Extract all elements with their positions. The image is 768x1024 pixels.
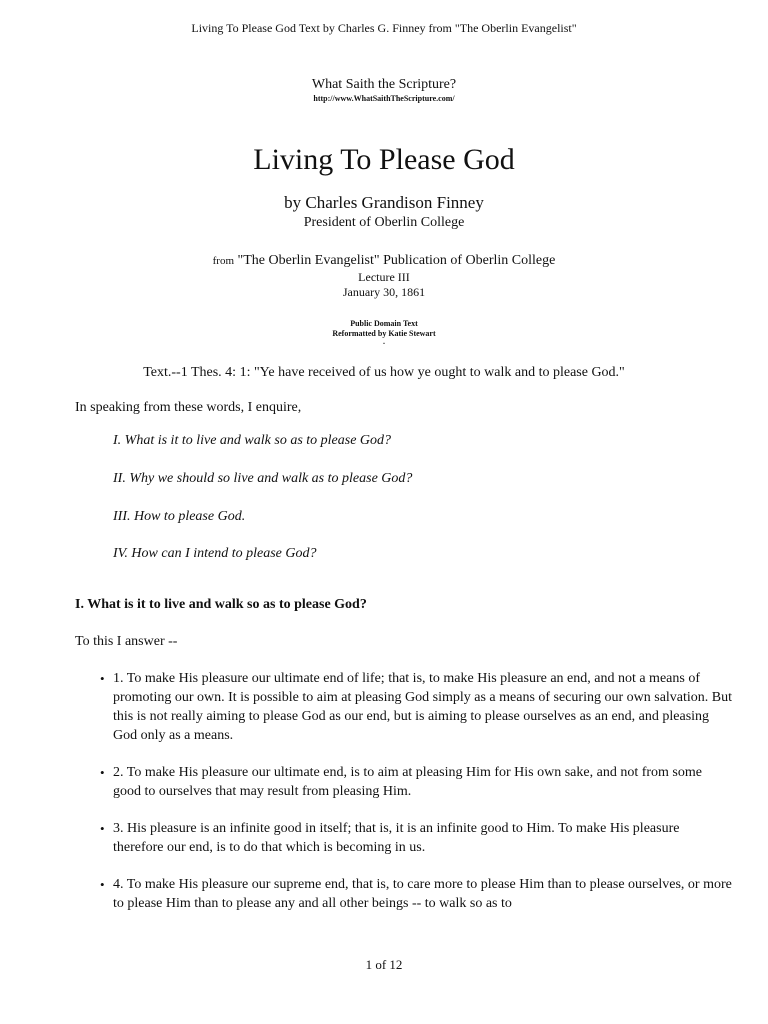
- list-item: • 2. To make His pleasure our ultimate end, is to aim at pleasing Him for His own sake, and not from some good to ourselves that may result from pleasing Him.: [113, 763, 733, 801]
- rights-block: [0, 319, 768, 345]
- site-url[interactable]: http://www.WhatSaithTheScripture.com/: [313, 94, 455, 103]
- rights-notice: Public Domain Text: [350, 319, 418, 328]
- title-block: [0, 142, 768, 178]
- page-number: 1 of 12: [365, 957, 403, 972]
- question-2: II. Why we should so live and walk as to please God?: [113, 471, 413, 486]
- separator: .: [383, 337, 385, 346]
- list-item: • 1. To make His pleasure our ultimate end of life; that is, to make His pleasure an end, and not a means of promoting our own. It is possible to aim at pleasing God simply as a means of securing our own salvation. But this is not really aiming to please God as our end, but is aiming to please ourselves as an end, and pleasing God only as a means.: [113, 669, 733, 745]
- question-4: IV. How can I intend to please God?: [113, 546, 317, 561]
- source-block: [0, 252, 768, 300]
- list-item: • 4. To make His pleasure our supreme end, that is, to care more to please Him than to please ourselves, or more to please Him than to please any and all other beings -- to walk so as to: [113, 875, 733, 913]
- source-prefix: from: [212, 255, 235, 267]
- question-3: III. How to please God.: [113, 509, 246, 524]
- source-text: "The Oberlin Evangelist" Publication of Oberlin College: [237, 253, 556, 268]
- lecture-date: January 30, 1861: [342, 285, 426, 299]
- intro-paragraph: In speaking from these words, I enquire,: [75, 400, 302, 415]
- byline: [0, 193, 768, 232]
- running-header: Living To Please God Text by Charles G. Finney from "The Oberlin Evangelist": [191, 21, 577, 35]
- scripture-text: Text.--1 Thes. 4: 1: "Ye have received of us how ye ought to walk and to please God.": [143, 365, 625, 380]
- site-block: [0, 76, 768, 104]
- answer-intro: To this I answer --: [75, 634, 178, 649]
- author-role: President of Oberlin College: [303, 215, 465, 230]
- author: by Charles Grandison Finney: [284, 193, 484, 212]
- section-heading: I. What is it to live and walk so as to please God?: [75, 597, 367, 612]
- question-1: I. What is it to live and walk so as to please God?: [113, 433, 392, 448]
- reformatted-credit: Reformatted by Katie Stewart: [332, 329, 436, 338]
- answer-list: [75, 669, 733, 931]
- list-item: • 3. His pleasure is an infinite good in itself; that is, it is an infinite good to Him. To make His pleasure therefore our end, is to do that which is becoming in us.: [113, 819, 733, 857]
- lecture-number: Lecture III: [358, 270, 410, 284]
- document-title: Living To Please God: [253, 143, 515, 176]
- site-name: What Saith the Scripture?: [311, 77, 457, 92]
- source-line: [0, 252, 768, 270]
